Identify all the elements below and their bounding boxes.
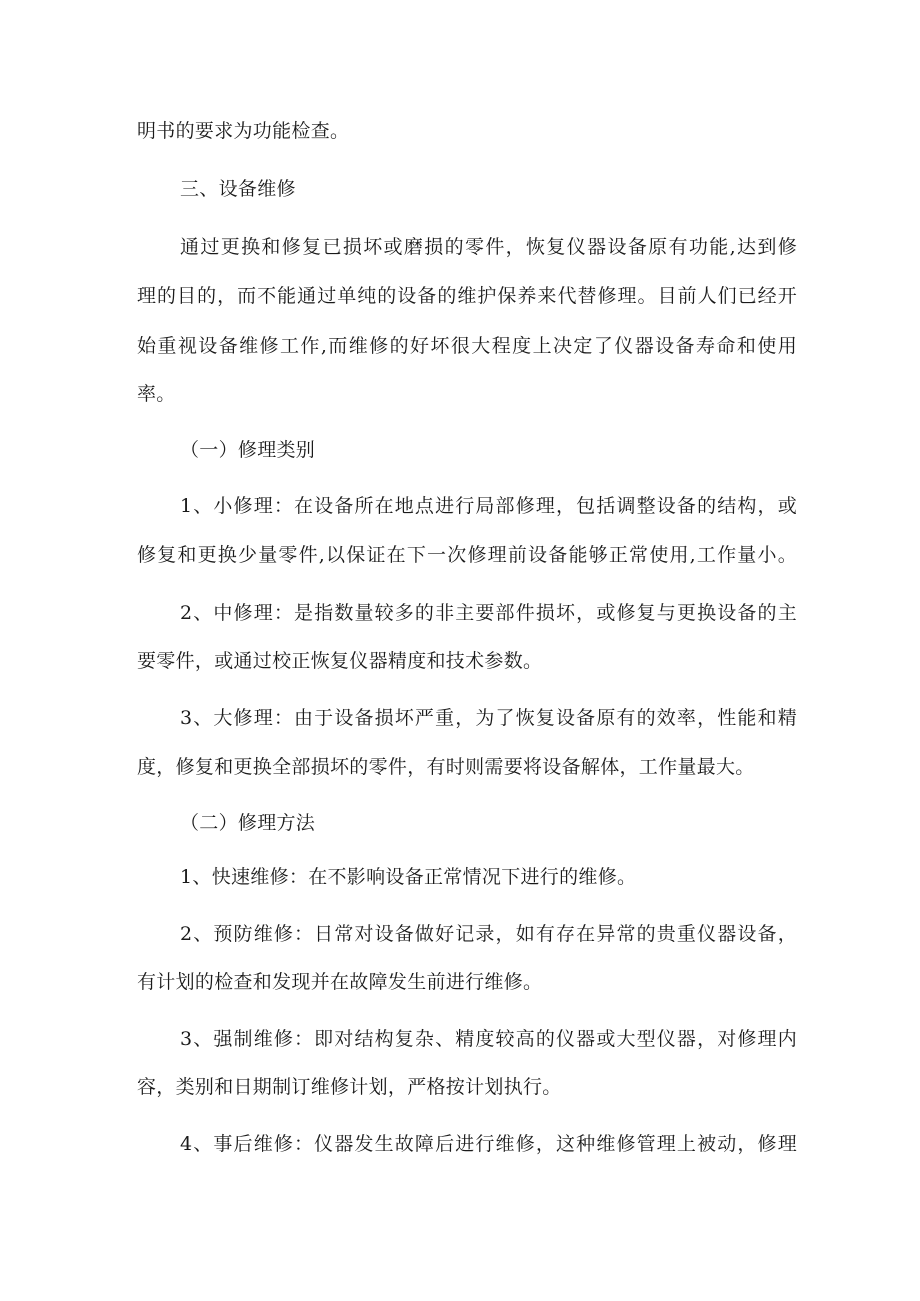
subsection-heading-repair-types: （一）修理类别	[180, 439, 316, 461]
list-item-line: 要零件，或通过校正恢复仪器精度和技术参数。	[137, 650, 543, 672]
list-item-line: 2、中修理：是指数量较多的非主要部件损坏，或修复与更换设备的主	[180, 602, 797, 624]
paragraph-line: 通过更换和修复已损坏或磨损的零件，恢复仪器设备原有功能,达到修	[180, 236, 797, 258]
list-item-line: 有计划的检查和发现并在故障发生前进行维修。	[137, 971, 543, 993]
list-item-line: 修复和更换少量零件,以保证在下一次修理前设备能够正常使用,工作量小。	[137, 544, 797, 566]
paragraph-line: 理的目的，而不能通过单纯的设备的维护保养来代替修理。目前人们已经开	[137, 285, 797, 307]
paragraph-line: 始重视设备维修工作,而维修的好坏很大程度上决定了仪器设备寿命和使用	[137, 335, 797, 357]
list-item-line: 1、快速维修：在不影响设备正常情况下进行的维修。	[180, 866, 637, 888]
list-item-line: 度，修复和更换全部损坏的零件，有时则需要将设备解体，工作量最大。	[137, 756, 755, 778]
section-heading-equipment-repair: 三、设备维修	[180, 178, 296, 200]
subsection-heading-repair-methods: （二）修理方法	[180, 812, 316, 834]
paragraph-line: 率。	[137, 383, 176, 405]
list-item-line: 3、大修理：由于设备损坏严重，为了恢复设备原有的效率，性能和精	[180, 707, 797, 729]
list-item-line: 容，类别和日期制订维修计划，严格按计划执行。	[137, 1076, 562, 1098]
list-item-line: 2、预防维修：日常对设备做好记录，如有存在异常的贵重仪器设备，	[180, 923, 797, 945]
list-item-line: 3、强制维修：即对结构复杂、精度较高的仪器或大型仪器，对修理内	[180, 1028, 797, 1050]
list-item-line: 4、事后维修：仪器发生故障后进行维修，这种维修管理上被动，修理	[180, 1133, 797, 1155]
list-item-line: 1、小修理：在设备所在地点进行局部修理，包括调整设备的结构，或	[180, 495, 797, 517]
text-line-continuation: 明书的要求为功能检查。	[137, 120, 350, 142]
